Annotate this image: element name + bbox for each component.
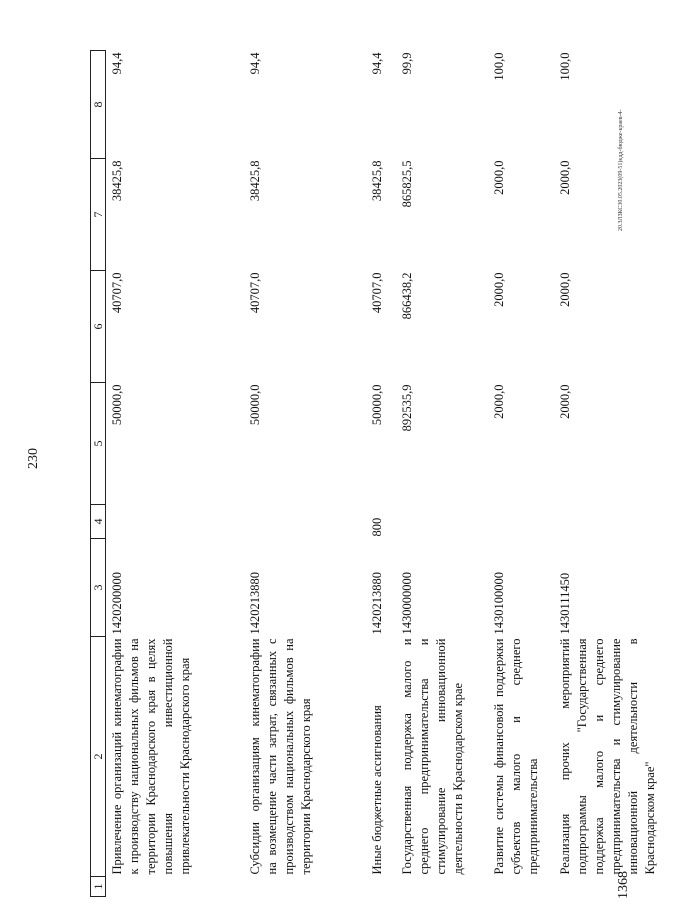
row-num [396, 877, 488, 897]
row-value-8: 94,4 [110, 52, 124, 75]
row-value-7: 38425,8 [248, 160, 262, 202]
row-num [366, 877, 396, 897]
table-row [366, 51, 396, 897]
row-value-7: 865825,5 [400, 160, 414, 208]
row-value-6: 40707,0 [248, 272, 262, 314]
row-name: Иные бюджетные ассигнования [370, 705, 384, 875]
row-name: Государственная поддержка малого и среднего предпринимательства и стимулирование инновационной деятельности в Краснодарском крае [400, 638, 465, 875]
row-group [554, 505, 690, 539]
column-header: 3 [91, 539, 106, 637]
row-value-6: 40707,0 [370, 272, 384, 314]
row-value-7: 38425,8 [110, 160, 124, 202]
row-value-7: 2000,0 [558, 160, 572, 195]
row-group [396, 505, 488, 539]
row-code: 1420200000 [110, 572, 124, 635]
column-header: 1 [91, 877, 106, 897]
row-value-5: 2000,0 [558, 384, 572, 419]
table-row [106, 51, 245, 897]
table-row [396, 51, 488, 897]
row-code: 1420213880 [370, 572, 384, 635]
table-row [488, 51, 554, 897]
row-name: Субсидии организациям кинематографии на возмещение части затрат, связанных с производством национальных фильмов на территории Краснодарского края [248, 638, 313, 875]
footer-page-number: 1368 [616, 871, 631, 899]
row-value-7: 2000,0 [492, 160, 506, 195]
row-value-5: 892535,9 [400, 384, 414, 432]
row-name: Реализация прочих мероприятий подпрограммы "Государственная поддержка малого и среднего предпринимательства и стимулирование инновационной деятельности в Краснодарском крае" [558, 638, 657, 875]
row-group [488, 505, 554, 539]
row-name: Привлечение организаций кинематографии к производству национальных фильмов на территории Краснодарского края в целях повышения инвестиционной привлекательности Краснодарского края [110, 638, 192, 875]
column-header: 4 [91, 505, 106, 539]
row-group [106, 505, 245, 539]
row-value-6: 2000,0 [492, 272, 506, 307]
row-num [488, 877, 554, 897]
row-value-6: 40707,0 [110, 272, 124, 314]
row-value-8: 100,0 [558, 52, 572, 81]
row-value-5: 2000,0 [492, 384, 506, 419]
row-value-8: 94,4 [248, 52, 262, 75]
row-value-5: 50000,0 [248, 384, 262, 426]
column-header: 6 [91, 271, 106, 383]
column-header: 8 [91, 51, 106, 159]
row-value-8: 99,9 [400, 52, 414, 75]
row-value-5: 50000,0 [370, 384, 384, 426]
row-code: 1420213880 [248, 572, 262, 635]
table-row [244, 51, 366, 897]
row-group: 800 [370, 517, 384, 537]
column-header: 2 [91, 637, 106, 877]
column-header: 5 [91, 383, 106, 505]
row-code: 1430000000 [400, 572, 414, 635]
row-value-6: 866438,2 [400, 272, 414, 320]
column-header: 7 [91, 159, 106, 271]
row-value-5: 50000,0 [110, 384, 124, 426]
page-number: 230 [26, 448, 41, 469]
row-group [244, 505, 366, 539]
header-row [91, 51, 106, 897]
file-label: 20.3ЛЗКС30.05.2023(09-51)кдд-бюдже-краев-4- [618, 109, 624, 231]
row-value-8: 100,0 [492, 52, 506, 81]
row-value-6: 2000,0 [558, 272, 572, 307]
row-name: Развитие системы финансовой поддержки субъектов малого и среднего предпринимательства [492, 638, 540, 875]
row-num [106, 877, 245, 897]
row-code: 1430100000 [492, 572, 506, 635]
row-code: 1430111450 [558, 572, 572, 635]
budget-table [90, 50, 690, 897]
row-num [244, 877, 366, 897]
row-value-7: 38425,8 [370, 160, 384, 202]
row-value-8: 94,4 [370, 52, 384, 75]
